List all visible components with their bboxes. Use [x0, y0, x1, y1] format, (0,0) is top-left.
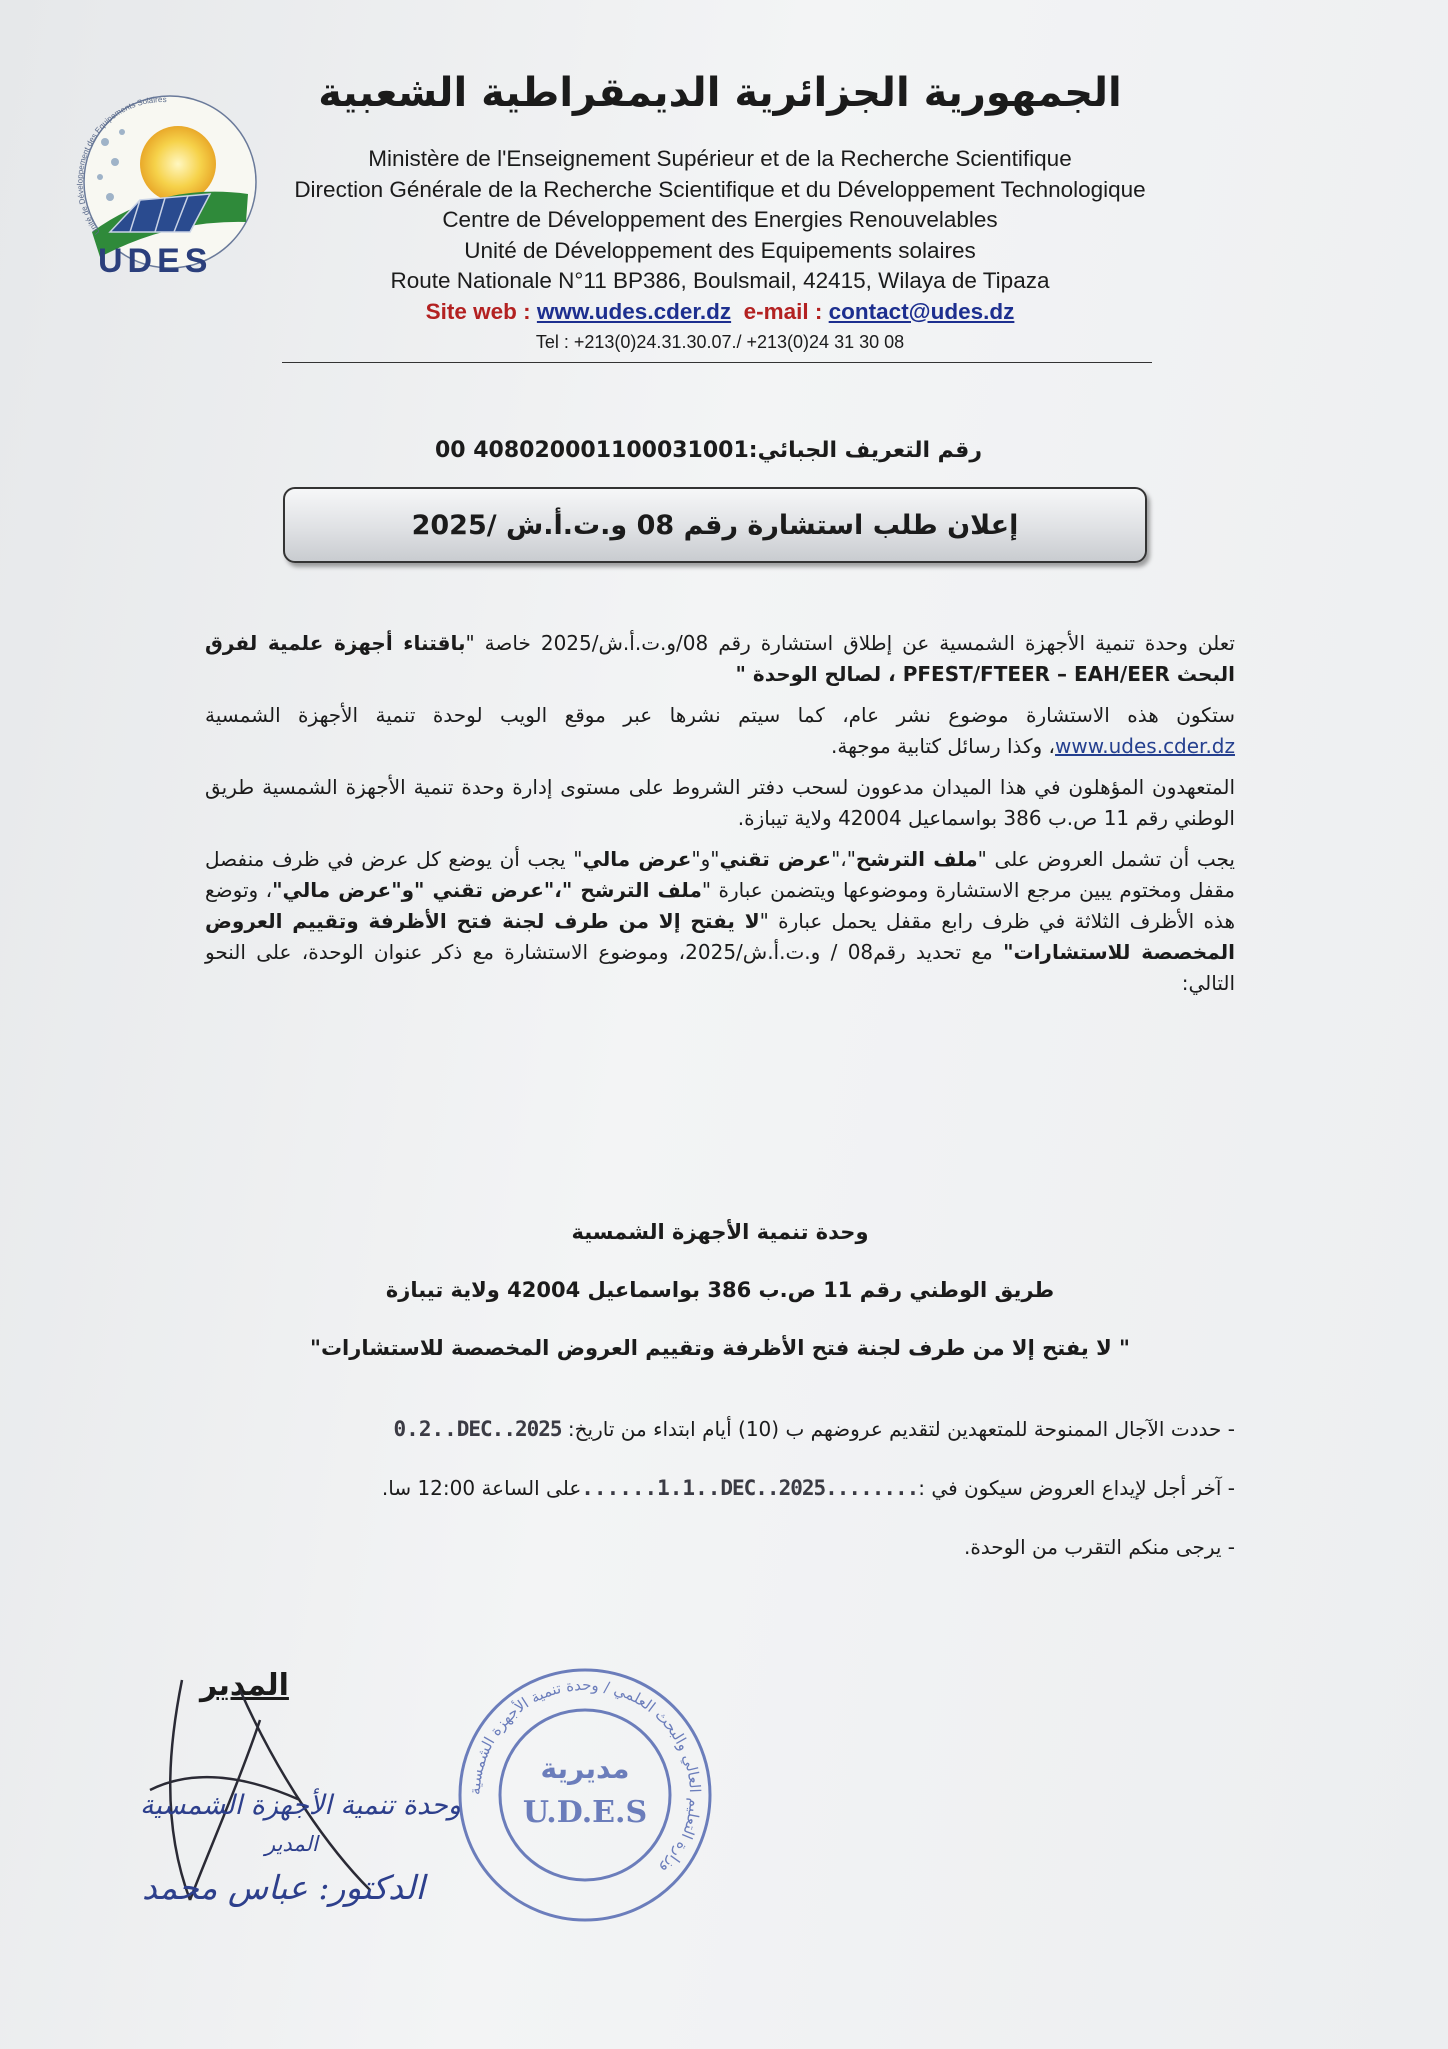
- signature-name: الدكتور: عباس محمد: [142, 1868, 425, 1907]
- website-link[interactable]: www.udes.cder.dz: [1055, 734, 1235, 758]
- tax-id: رقم التعريف الجبائي:408020001100031001 00: [434, 438, 982, 463]
- paragraph-4: يجب أن تشمل العروض على "ملف الترشح"،"عرض تقني"و"عرض مالي" يجب أن يوضع كل عرض في ظرف منفصل مقفل ومختوم يبين مرجع الاستشارة وموضوعها ويتضمن عبارة "ملف الترشح "،"عرض تقني "و"عرض مالي"، وتوضع هذه الأظرف الثلاثة في ظرف رابع مقفل يحمل عبارة "لا يفتح إلا من طرف لجنة فتح الأظرفة وتقييم العروض المخصصة للاستشارات" مع تحديد رقم08 / و.ت.أ.ش/2025، وموضوع الاستشارة مع ذكر عنوان الوحدة، على النحو التالي:: [205, 847, 1236, 995]
- ministry-line: Ministère de l'Enseignement Supérieur et de la Recherche Scientifique: [368, 146, 1072, 171]
- republic-title-ar: الجمهورية الجزائرية الديمقراطية الشعبية: [318, 70, 1122, 116]
- site-link[interactable]: www.udes.cder.dz: [536, 298, 732, 324]
- signature-director: المدير: [265, 1832, 318, 1856]
- deadline-item-submission: - آخر أجل لإيداع العروض سيكون في :......1.1..DEC..2025........على الساعة 12:00 سا.: [381, 1476, 1235, 1500]
- contact-line: [280, 297, 1160, 328]
- deadline-list: [205, 1414, 1235, 1591]
- paragraph-2: ستكون هذه الاستشارة موضوع نشر عام، كما سيتم نشرها عبر موقع الويب لوحدة تنمية الأجهزة الشمسية www.udes.cder.dz، وكذا رسائل كتابية موجهة.: [205, 703, 1235, 758]
- official-stamp: [450, 1660, 720, 1930]
- svg-text:UDES: UDES: [98, 242, 213, 280]
- envelope-road: طريق الوطني رقم 11 ص.ب 386 بواسماعيل 42004 ولاية تيبازة: [385, 1278, 1055, 1302]
- deadline-item-duration: - حددت الآجال الممنوحة للمتعهدين لتقديم عروضهم ب (10) أيام ابتداء من تاريخ: 0.2..DEC..2025: [393, 1417, 1235, 1441]
- direction-line: Direction Générale de la Recherche Scientifique et du Développement Technologique: [294, 176, 1146, 202]
- email-link[interactable]: contact@udes.dz: [828, 298, 1015, 324]
- envelope-notice: " لا يفتح إلا من طرف لجنة فتح الأظرفة وتقييم العروض المخصصة للاستشارات": [310, 1336, 1130, 1360]
- svg-text:وزارة التعليم العالي والبحث ال: وزارة التعليم العالي والبحث العلمي / وحدة تنمية الأجهزة الشمسية: [465, 1675, 705, 1878]
- envelope-address-block: [205, 1220, 1235, 1394]
- centre-line: Centre de Développement des Energies Renouvelables: [442, 207, 998, 232]
- director-title: المدير: [200, 1668, 289, 1703]
- svg-text:U.D.E.S: U.D.E.S: [522, 1795, 648, 1830]
- letterhead-lines: [280, 144, 1160, 358]
- svg-text:Unité de Développement des Equ: Unité de Développement des Equipements Solaires: [75, 95, 167, 237]
- paragraph-1: تعلن وحدة تنمية الأجهزة الشمسية عن إطلاق استشارة رقم 08/و.ت.أ.ش/2025 خاصة "باقتناء أجهزة علمية لفرق البحث PFEST/FTEER – EAH/EER ، لصالح الوحدة ": [205, 631, 1235, 686]
- announcement-title-box: [283, 487, 1147, 563]
- envelope-unit: وحدة تنمية الأجهزة الشمسية: [571, 1220, 869, 1244]
- udes-logo: [70, 82, 260, 282]
- tel-line: Tel : +213(0)24.31.30.07./ +213(0)24 31 30 08: [535, 332, 905, 352]
- unit-line: Unité de Développement des Equipements solaires: [464, 237, 976, 263]
- announcement-body: [205, 628, 1235, 1009]
- announcement-title: إعلان طلب استشارة رقم 08 و.ت.أ.ش /2025: [411, 509, 1019, 541]
- header-divider: [282, 362, 1152, 363]
- svg-text:مديرية: مديرية: [540, 1752, 630, 1785]
- address-line: Route Nationale N°11 BP386, Boulsmail, 42415, Wilaya de Tipaza: [390, 268, 1050, 293]
- signature-unit: وحدة تنمية الأجهزة الشمسية: [140, 1790, 461, 1821]
- date-stamp-start: 0.2..DEC..2025: [393, 1417, 562, 1441]
- site-label: Site web :: [425, 298, 531, 324]
- paragraph-3: المتعهدون المؤهلون في هذا الميدان مدعوون لسحب دفتر الشروط على مستوى إدارة وحدة تنمية الأجهزة الشمسية طريق الوطني رقم 11 ص.ب 386 بواسماعيل 42004 ولاية تيبازة.: [205, 775, 1235, 830]
- email-label: e-mail :: [743, 298, 823, 324]
- date-stamp-deadline: ......1.1..DEC..2025........: [581, 1476, 919, 1500]
- deadline-item-contact: - يرجى منكم التقرب من الوحدة.: [963, 1535, 1235, 1559]
